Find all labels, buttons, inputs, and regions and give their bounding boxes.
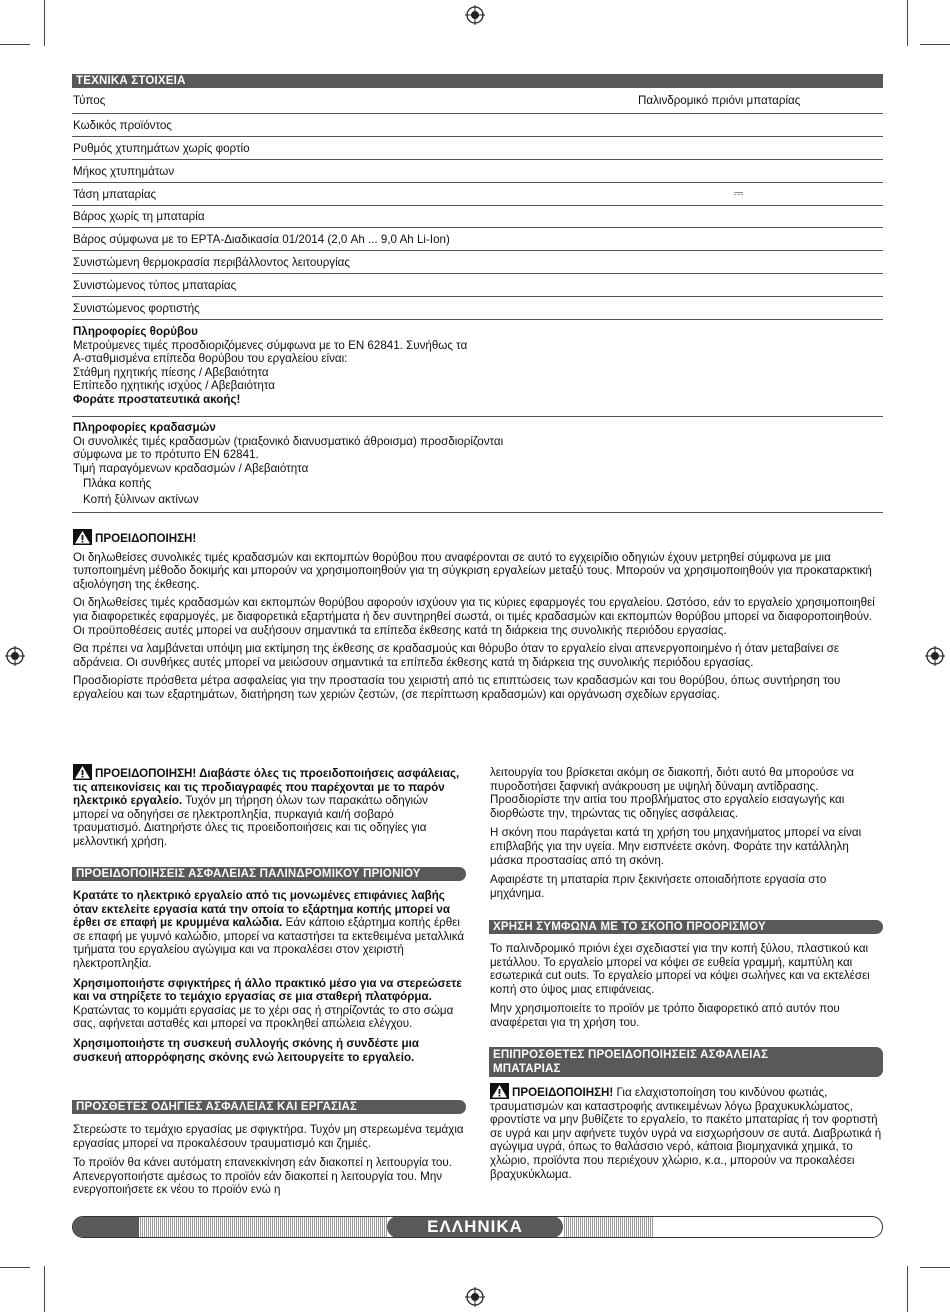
row-label: Ρυθμός χτυπημάτων χωρίς φορτίο <box>73 142 250 155</box>
body-text: Το παλινδρομικό πριόνι έχει σχεδιαστεί για την κοπή ξύλου, πλαστικού και μετάλλου. Το εργαλείο μπορεί να κόψει σε ευθεία γραμμή, καμπύλη και εσωτερικά cut outs. Το εργαλείο μπορεί να κόψει σωλήνες και να εκτελέσει κοπή στο ύψος μιας επιφάνειας. <box>490 942 870 996</box>
body-text: Η σκόνη που παράγεται κατά τη χρήση του μηχανήματος μπορεί να είναι επιβλαβής για την υγεία. Μην εισπνέετε σκόνη. Φοράτε την κατάλληλη μάσκα προστασίας από τη σκόνη. <box>490 826 862 867</box>
divider <box>72 512 883 513</box>
warning-triangle-icon <box>73 529 92 545</box>
warning-paragraph: Θα πρέπει να λαμβάνεται υπόψη μια εκτίμηση της έκθεσης σε κραδασμούς και θόρυβο όταν το εργαλείο είναι απενεργοποιημένο ή όταν μεταβαίνει σε αδράνεια. Οι συνθήκες αυτές μπορεί να μειώσουν σημαντικά τα επίπεδα έκθεσης κατά τη διάρκεια της συνολικής περιόδου εργασίας. <box>73 642 840 669</box>
body-text: Στερεώστε το τεμάχιο εργασίας με σφιγκτήρα. Τυχόν μη στερεωμένα τεμάχια εργασίας μπορεί να προκαλέσουν τραυματισμό και ζημιές. <box>73 1123 464 1150</box>
registration-mark-icon <box>465 5 485 25</box>
crop-mark <box>0 1267 30 1268</box>
table-row <box>72 274 883 297</box>
crop-mark <box>44 1266 45 1312</box>
tech-data-table <box>72 90 883 320</box>
vibration-text: σύμφωνα με το πρότυπο EN 62841. <box>73 448 259 462</box>
left-column <box>73 764 465 857</box>
vibration-text: Τιμή παραγόμενων κραδασμών / Αβεβαιότητα <box>73 461 309 475</box>
table-row <box>72 206 883 228</box>
right-column-battery <box>490 1083 883 1187</box>
right-column <box>490 766 883 906</box>
safety-warning-bold: ΠΡΟΕΙΔΟΠΟΙΗΣΗ! Διαβάστε όλες τις προειδοποιήσεις ασφάλειας, τις απεικονίσεις και τις προδιαγραφές που παρέχονται με το παρόν ηλεκτρικό εργαλείο. <box>73 767 460 808</box>
tech-data-header: ΤΕΧΝΙΚΑ ΣΤΟΙΧΕΙΑ <box>72 74 883 88</box>
section-header-line: ΕΠΙΠΡΟΣΘΕΤΕΣ ΠΡΟΕΙΔΟΠΟΙΗΣΕΙΣ ΑΣΦΑΛΕΙΑΣ <box>493 1049 769 1061</box>
bold-text: Χρησιμοποιήστε τη συσκευή συλλογής σκόνης ή συνδέστε μια συσκευή απορρόφησης σκόνης ενώ λειτουργείτε το εργαλείο. <box>73 1036 419 1064</box>
warning-block <box>73 529 883 702</box>
body-text: λειτουργία του βρίσκεται ακόμη σε διακοπή, διότι αυτό θα μπορούσε να πυροδοτήσει ξαφνική ανάκρουση με υψηλή δύναμη αντίδρασης. Προσδιορίστε την αιτία του προβλήματος στο εργαλείο εισαγωγής και διορθώστε την, τηρώντας τις οδηγίες ασφάλειας. <box>490 766 854 820</box>
table-row <box>72 228 883 251</box>
table-row <box>72 90 883 114</box>
vibration-text: Κοπή ξύλινων ακτίνων <box>83 492 199 506</box>
table-row <box>72 160 883 183</box>
right-column-intended-use <box>490 942 883 1036</box>
crop-mark <box>0 44 30 45</box>
body-text: Αφαιρέστε τη μπαταρία πριν ξεκινήσετε οποιαδήποτε εργασία στο μηχάνημα. <box>490 873 827 900</box>
bold-text: Χρησιμοποιήστε σφιγκτήρες ή άλλο πρακτικό μέσο για να στερεώσετε και να στηρίξετε το τεμάχιο εργασίας σε μια σταθερή πλατφόρμα. <box>73 976 462 1004</box>
footer-language-label: ΕΛΛΗΝΙΚΑ <box>387 1216 563 1238</box>
footer-hatch-left <box>139 1217 387 1237</box>
footer-dark-segment <box>73 1217 139 1237</box>
row-label: Βάρος σύμφωνα με το EPTA-Διαδικασία 01/2014 (2,0 Ah ... 9,0 Ah Li-Ion) <box>73 233 450 246</box>
row-label: Τάση μπαταρίας <box>73 188 157 201</box>
warning-paragraph: Οι δηλωθείσες συνολικές τιμές κραδασμών και εκπομπών θορύβου που αναφέρονται σε αυτό το εγχειρίδιο οδηγιών έχουν μετρηθεί σύμφωνα με μια τυποποιημένη μέθοδο δοκιμής και μπορούν να χρησιμοποιηθούν για τη σύγκριση εργαλείων μεταξύ τους. Μπορούν να χρησιμοποιηθούν για προκαταρκτική αξιολόγηση της έκθεσης. <box>73 550 872 591</box>
row-label: Συνιστώμενος φορτιστής <box>73 302 200 315</box>
warning-paragraph: Οι δηλωθείσες τιμές κραδασμών και εκπομπών θορύβου αφορούν ισχύουν για τις κύριες εφαρμογές του εργαλείου. Ωστόσο, εάν το εργαλείο χρησιμοποιηθεί για διαφορετικές εφαρμογές, με διαφορετικά εξαρτήματα ή δεν συντηρηθεί σωστά, οι τιμές κραδασμών και εκπομπών θορύβου μπορεί να διαφοροποιηθούν. Οι προϋποθέσεις αυτές μπορεί να αυξήσουν σημαντικά τα επίπεδα έκθεσης κατά τη διάρκεια της συνολικής περιόδου εργασίας. <box>73 596 875 637</box>
left-column-additional <box>73 1123 465 1203</box>
warning-title: ΠΡΟΕΙΔΟΠΟΙΗΣΗ! <box>95 532 197 545</box>
registration-mark-icon <box>5 646 25 666</box>
table-row <box>72 251 883 274</box>
body-text: Το προϊόν θα κάνει αυτόματη επανεκκίνηση εάν διακοπεί η λειτουργία του. Απενεργοποιήστε αμέσως το προϊόν εάν διακοπεί η λειτουργία του. Μην ενεργοποιήσετε εκ νέου το προϊόν ενώ η <box>73 1156 452 1197</box>
noise-text: Στάθμη ηχητικής πίεσης / Αβεβαιότητα <box>73 365 269 379</box>
crop-mark <box>907 1266 908 1312</box>
left-column-saw-safety <box>73 889 465 1070</box>
body-text: Κρατώντας το κομμάτι εργασίας με το χέρι σας ή στηρίζοντάς το στο σώμα σας, αφήνεται ασταθές και μπορεί να προκληθεί απώλεια ελέγχου. <box>73 1003 454 1031</box>
noise-text: A-σταθμισμένα επίπεδα θορύβου του εργαλείου είναι: <box>73 352 348 366</box>
crop-mark <box>920 1267 950 1268</box>
crop-mark <box>44 0 45 46</box>
registration-mark-icon <box>925 646 945 666</box>
section-header-additional-safety: ΠΡΟΣΘΕΤΕΣ ΟΔΗΓΙΕΣ ΑΣΦΑΛΕΙΑΣ ΚΑΙ ΕΡΓΑΣΙΑΣ <box>72 1100 466 1114</box>
section-header-line: ΜΠΑΤΑΡΙΑΣ <box>493 1063 561 1075</box>
table-row <box>72 297 883 320</box>
section-header-battery-safety <box>489 1047 883 1077</box>
warning-paragraph: Προσδιορίστε πρόσθετα μέτρα ασφαλείας για την προστασία του χειριστή από τις επιπτώσεις των κραδασμών και του θορύβου, όπως συντήρηση του εργαλείου και των εξαρτημάτων, διατήρηση των χεριών ζεστών, (σε περίπτωση κραδασμών) και οργάνωση σχεδίων εργασίας. <box>73 674 841 701</box>
body-text: Εάν κάποιο εξάρτημα κοπής έρθει σε επαφή με γυμνό καλώδιο, μπορεί να καταστήσει τα εκτεθειμένα μεταλλικά τμήματα του εργαλείου αγώγιμα και να προκαλέσει στον χειριστή ηλεκτροπληξία. <box>73 916 465 970</box>
vibration-info <box>73 421 883 507</box>
safety-warning-text: Τυχόν μη τήρηση όλων των παρακάτω οδηγιών μπορεί να οδηγήσει σε ηλεκτροπληξία, πυρκαγιά και/ή σοβαρό τραυματισμό. Διατηρήστε όλες τις προειδοποιήσεις και τις οδηγίες για μελλοντική χρήση. <box>73 794 428 848</box>
noise-text: Μετρούμενες τιμές προσδιοριζόμενες σύμφωνα με το EN 62841. Συνήθως τα <box>73 338 468 352</box>
noise-info <box>73 325 883 407</box>
vibration-title: Πληροφορίες κραδασμών <box>73 421 216 434</box>
crop-mark <box>907 0 908 46</box>
divider <box>72 416 883 417</box>
table-row <box>72 183 883 206</box>
noise-title: Πληροφορίες θορύβου <box>73 325 198 338</box>
noise-warning: Φοράτε προστατευτικά ακοής! <box>73 392 241 406</box>
row-label: Μήκος χτυπημάτων <box>73 165 175 178</box>
row-label: Συνιστώμενη θερμοκρασία περιβάλλοντος λειτουργίας <box>73 256 350 269</box>
vibration-text: Οι συνολικές τιμές κραδασμών (τριαξονικό διανυσματικό άθροισμα) προσδιορίζονται <box>73 434 504 448</box>
section-header-saw-safety: ΠΡΟΕΙΔΟΠΟΙΗΣΕΙΣ ΑΣΦΑΛΕΙΑΣ ΠΑΛΙΝΔΡΟΜΙΚΟΥ ΠΡΙΟΝΙΟΥ <box>72 867 466 881</box>
warning-triangle-icon <box>73 764 92 780</box>
footer-language-bar <box>72 1216 883 1238</box>
row-value: Παλινδρομικό πριόνι μπαταρίας <box>638 94 801 107</box>
row-label: Τύπος <box>73 94 106 107</box>
dc-voltage-icon: ⎓ <box>734 186 744 200</box>
bold-text: Κρατάτε το ηλεκτρικό εργαλείο από τις μονωμένες επιφάνιες λαβής όταν εκτελείτε εργασία κατά την οποία το εξάρτημα κοπής μπορεί να έρθει σε επαφή με κρυμμένα καλώδια. <box>73 889 450 930</box>
battery-warning-text: Για ελαχιστοποίηση του κινδύνου φωτιάς, τραυματισμών και καταστροφής αντικειμένων λόγω βραχυκυκλώματος, φροντίστε να μην βυθίζετε το εργαλείο, το πακέτο μπαταρίας ή τον φορτιστή σε υγρά και μην αφήνετε τυχόν υγρά να εισχωρήσουν σε αυτά. Διαβρωτικά ή αγώγιμα υγρά, όπως το θαλάσσιο νερό, κάποια βιομηχανικά χημικά, το χλώριο, προϊόντα που περιέχουν χλώριο, κ.α., μπορούν να προκαλέσει βραχυκύκλωμα. <box>490 1086 882 1181</box>
registration-mark-icon <box>465 1287 485 1307</box>
crop-mark <box>920 44 950 45</box>
warning-triangle-icon <box>490 1083 509 1099</box>
footer-hatch-right <box>563 1217 653 1237</box>
section-header-intended-use: ΧΡΗΣΗ ΣΥΜΦΩΝΑ ΜΕ ΤΟ ΣΚΟΠΟ ΠΡΟΟΡΙΣΜΟΥ <box>489 920 883 934</box>
body-text: Μην χρησιμοποιείτε το προϊόν με τρόπο διαφορετικό από αυτόν που αναφέρεται για τη χρήση του. <box>490 1002 840 1029</box>
table-row <box>72 114 883 137</box>
row-label: Κωδικός προϊόντος <box>73 119 172 132</box>
vibration-text: Πλάκα κοπής <box>83 477 152 491</box>
noise-text: Επίπεδο ηχητικής ισχύος / Αβεβαιότητα <box>73 379 275 393</box>
battery-warning-bold: ΠΡΟΕΙΔΟΠΟΙΗΣΗ! <box>512 1086 614 1099</box>
row-label: Βάρος χωρίς τη μπαταρία <box>73 210 205 223</box>
row-label: Συνιστώμενος τύπος μπαταρίας <box>73 279 237 292</box>
table-row <box>72 137 883 160</box>
